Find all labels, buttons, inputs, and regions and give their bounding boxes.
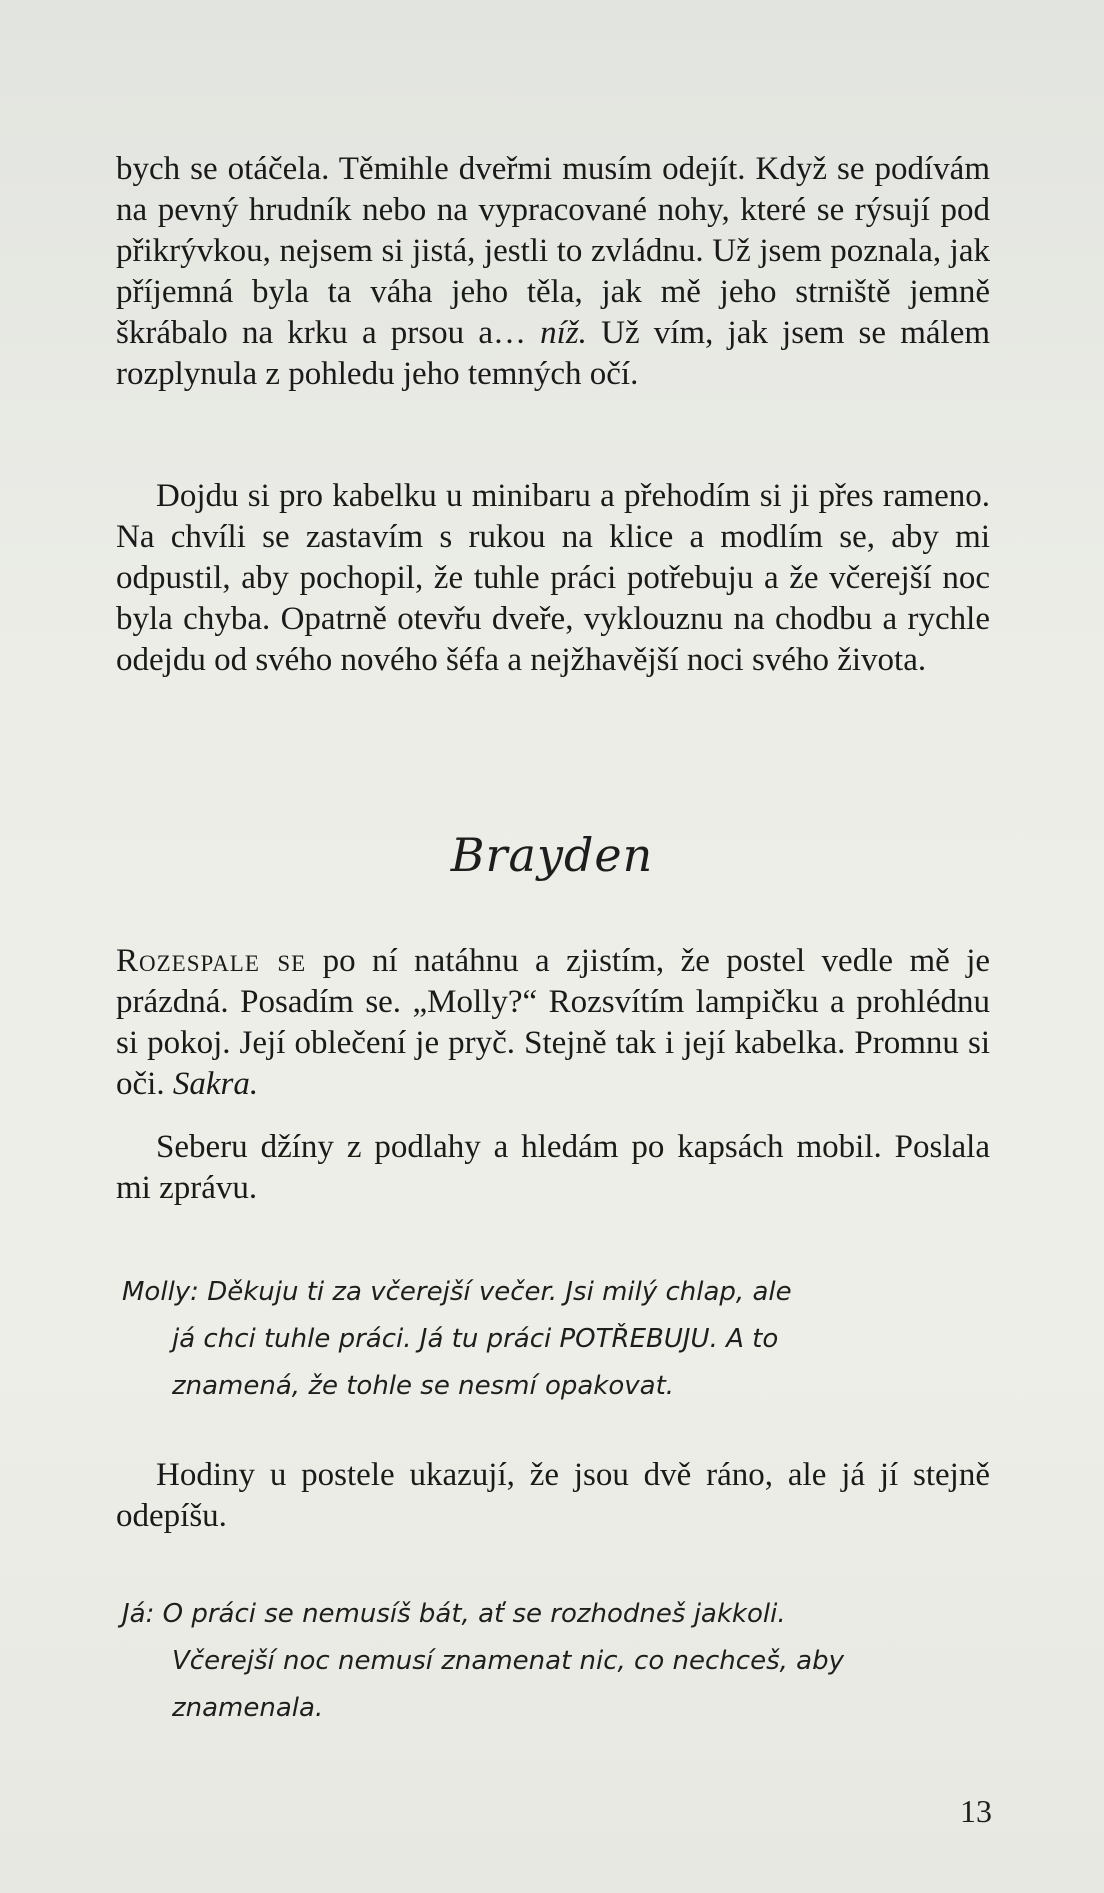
message-line: Já: O práci se nemusíš bát, ať se rozhodneš jakkoli.: [122, 1599, 786, 1629]
paragraph-5: [116, 1455, 990, 1537]
text-message-molly: [122, 1269, 982, 1410]
paragraph-1-main: bych se otáčela. Těmihle dveřmi musím odejít. Když se podívám na pevný hrudník nebo na vypracované nohy, které se rýsují pod přikrývkou, nejsem si jistá, jestli to zvládnu. Už jsem poznala, jak příjemná byla ta váha jeho těla, jak mě jeho strniště jemně škrábalo na krku a prsou a…: [116, 151, 990, 351]
page-number: 13: [960, 1793, 992, 1829]
paragraph-3-italic: Sakra.: [172, 1066, 259, 1102]
paragraph-4: [116, 1127, 990, 1209]
message-line: znamená, že tohle se nesmí opakovat.: [172, 1371, 675, 1401]
chapter-heading: Brayden: [450, 828, 654, 882]
paragraph-2: [116, 476, 990, 681]
paragraph-3-smallcaps: Rozespale se: [116, 943, 307, 979]
paragraph-1-end: Už vím, jak jsem se málem rozplynula z pohledu jeho temných očí.: [116, 315, 991, 392]
text-message-reply: [122, 1591, 982, 1732]
paragraph-1: [116, 149, 990, 395]
message-line: já chci tuhle práci. Já tu práci POTŘEBUJU. A to: [172, 1324, 779, 1354]
paragraph-5-text: Hodiny u postele ukazují, že jsou dvě ráno, ale já jí stejně odepíšu.: [116, 1457, 990, 1534]
message-line: znamenala.: [172, 1693, 324, 1723]
paragraph-3: [116, 941, 990, 1105]
paragraph-1-italic: níž.: [540, 315, 587, 351]
message-line: Včerejší noc nemusí znamenat nic, co nechceš, aby: [172, 1646, 844, 1676]
paragraph-3-text: [116, 941, 990, 1105]
paragraph-2-text: Dojdu si pro kabelku u minibaru a přehodím si ji přes rameno. Na chvíli se zastavím s rukou na klice a modlím se, aby mi odpustil, aby pochopil, že tuhle práci potřebuju a že včerejší noc byla chyba. Opatrně otevřu dveře, vyklouznu na chodbu a rychle odejdu od svého nového šéfa a nejžhavější noci svého života.: [116, 478, 990, 678]
paragraph-4-text: Seberu džíny z podlahy a hledám po kapsách mobil. Poslala mi zprávu.: [116, 1129, 990, 1206]
message-line: Molly: Děkuju ti za včerejší večer. Jsi milý chlap, ale: [122, 1277, 792, 1307]
paragraph-3-main: po ní natáhnu a zjistím, že postel vedle mě je prázdná. Posadím se. „Molly?“ Rozsvítím lampičku a prohlédnu si pokoj. Její oblečení je pryč. Stejně tak i její kabelka. Promnu si oči.: [116, 943, 991, 1102]
paragraph-1-text: [116, 149, 990, 395]
